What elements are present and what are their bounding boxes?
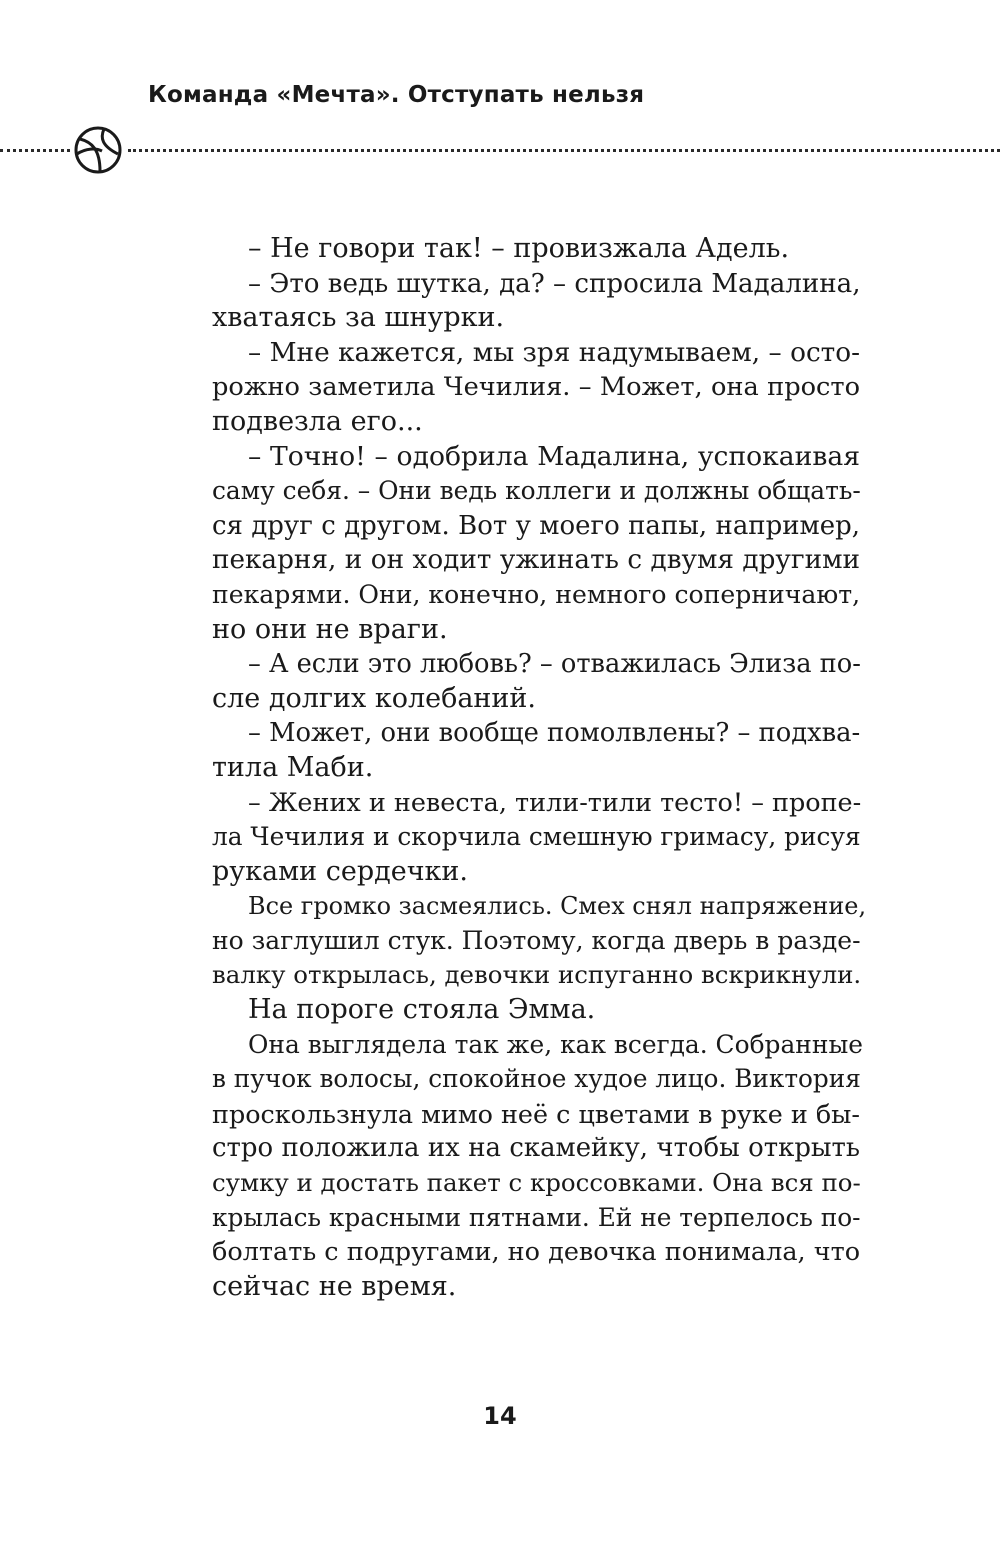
text-line: Она выглядела так же, как всегда. Собранные [248,1029,863,1059]
text-line: сле долгих колебаний. [212,682,536,714]
paragraph [176,336,860,440]
text-line: сумку и достать пакет с кроссовками. Она вся по- [212,1168,861,1198]
text-line: – Не говори так! – провизжала Адель. [248,233,790,264]
text-line: – Это ведь шутка, да? – спросила Мадалина, [248,268,861,299]
paragraph [176,993,860,1028]
paragraph [176,440,860,648]
text-line: в пучок волосы, спокойное худое лицо. Виктория [212,1064,861,1094]
text-line: хватаясь за шнурки. [212,302,505,334]
paragraph [176,786,860,890]
text-line: ся друг с другом. Вот у моего папы, например, [212,510,860,541]
text-line: крылась красными пятнами. Ей не терпелось по- [212,1202,861,1232]
text-line: руками сердечки. [212,855,469,887]
paragraph [176,232,860,267]
volleyball-icon [70,124,126,176]
text-line: валку открылась, девочки испуганно вскрикнули. [212,960,862,990]
text-line: тила Маби. [212,751,374,783]
running-head: Команда «Мечта». Отступать нельзя [148,82,645,108]
body-text [176,232,867,1304]
dotted-rule-right [128,149,1000,152]
text-line: но они не враги. [212,613,448,645]
text-line: ла Чечилия и скорчила смешную гримасу, рисуя [212,822,861,852]
text-line: стро положила их на скамейку, чтобы открыть [212,1133,860,1164]
paragraph [176,889,867,993]
text-line: – А если это любовь? – отважилась Элиза по- [248,649,861,680]
text-line: проскользнула мимо неё с цветами в руке и бы- [212,1098,860,1129]
text-line: – Жених и невеста, тили-тили тесто! – пропе- [248,787,862,818]
paragraph [176,1028,863,1305]
text-line: подвезла его... [212,405,423,437]
page-number: 14 [483,1402,517,1430]
text-line: На пороге стояла Эмма. [248,994,596,1026]
text-line: рожно заметила Чечилия. – Может, она просто [212,372,860,403]
text-line: Все громко засмеялись. Смех снял напряжение, [248,892,867,921]
text-line: пекарня, и он ходит ужинать с двумя другими [212,545,860,576]
text-line: сейчас не время. [212,1270,457,1302]
text-line: – Может, они вообще помолвлены? – подхва- [248,718,861,749]
text-line: болтать с подругами, но девочка понимала, что [212,1237,861,1268]
paragraph [176,647,860,716]
dotted-rule-left [0,149,70,152]
text-line: саму себя. – Они ведь коллеги и должны общать- [212,476,861,506]
text-line: – Точно! – одобрила Мадалина, успокаивая [248,440,860,472]
text-line: пекарями. Они, конечно, немного соперничают, [212,579,861,609]
text-line: но заглушил стук. Поэтому, когда дверь в разде- [212,925,861,955]
paragraph [176,716,860,785]
text-line: – Мне кажется, мы зря надумываем, – осто- [248,337,860,368]
paragraph [176,267,860,336]
